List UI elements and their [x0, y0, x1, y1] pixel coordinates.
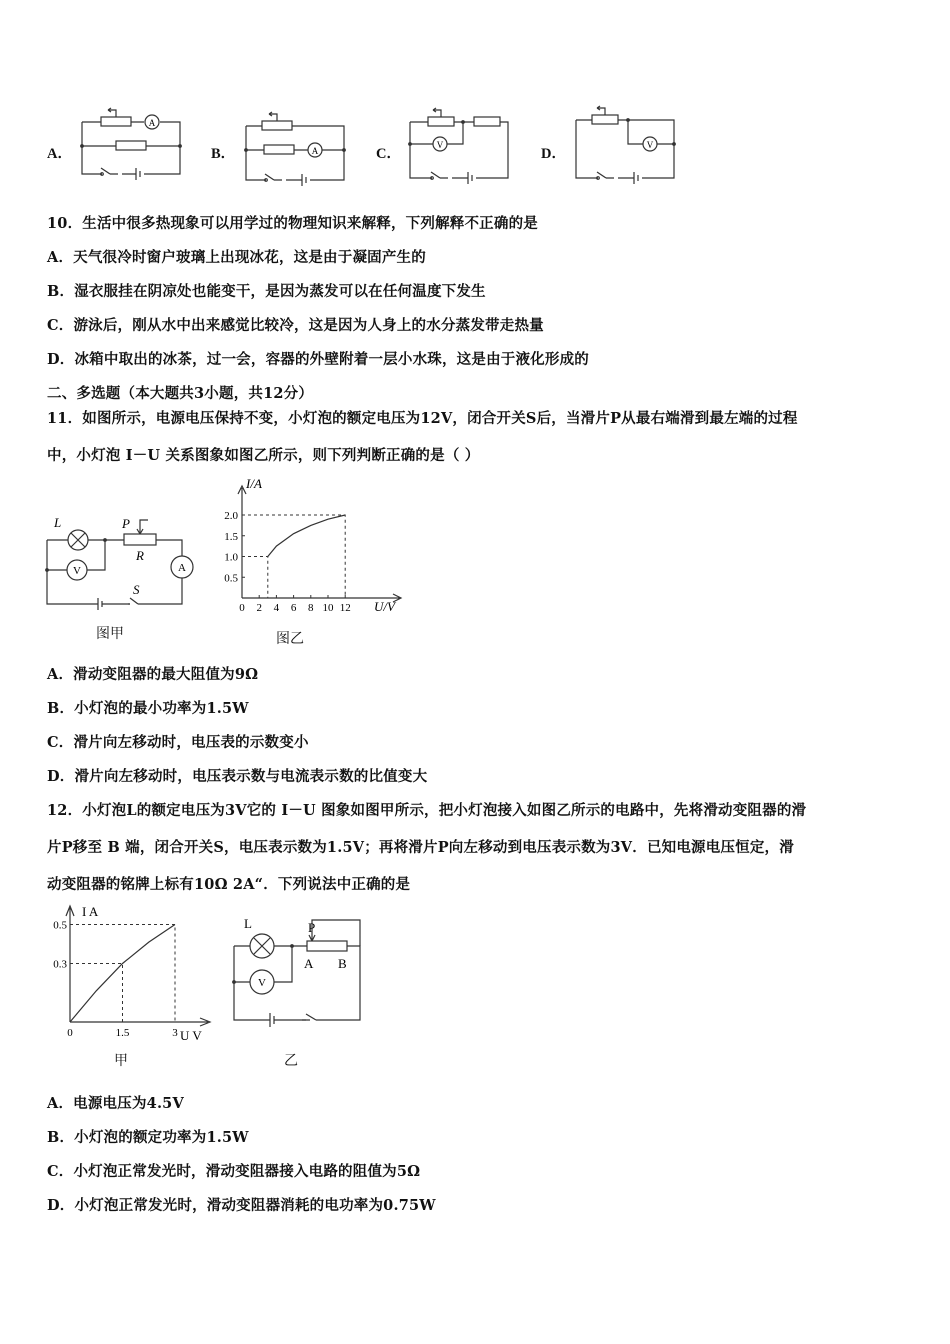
- q11-option-b[interactable]: B．小灯泡的最小功率为1.5W: [47, 700, 249, 717]
- switch-label: S: [133, 582, 140, 597]
- q12-option-c[interactable]: C．小灯泡正常发光时，滑动变阻器接入电路的阻值为5Ω: [47, 1163, 421, 1180]
- voltmeter-label: V: [73, 565, 81, 577]
- x-tick-label: 8: [308, 602, 314, 614]
- ammeter-label: A: [148, 118, 156, 128]
- y-axis-label: I A: [82, 904, 99, 919]
- q9-option-a-label: A．: [47, 146, 72, 162]
- x-tick-label: 6: [290, 602, 297, 614]
- q11-stem-line1: 11．如图所示，电源电压保持不变，小灯泡的额定电压为12V，闭合开关S后，当滑片P从最右端滑到最左端的过程: [47, 410, 798, 427]
- q11-option-d[interactable]: D．滑片向左移动时，电压表示数与电流表示数的比值变大: [47, 768, 428, 785]
- slider-label: P: [308, 920, 316, 935]
- voltmeter-label: V: [258, 977, 266, 989]
- section-heading: 二、多选题（本大题共3小题，共12分）: [47, 385, 314, 402]
- dashed-guide: [242, 557, 268, 599]
- y-tick-label: 1.0: [224, 551, 238, 564]
- q12-circuit-yi: [222, 908, 367, 1028]
- q11-iu-chart: [200, 476, 410, 622]
- q9-circuit-c: [406, 102, 516, 186]
- x-tick-label: 4: [273, 602, 280, 614]
- q11-option-c[interactable]: C．滑片向左移动时，电压表的示数变小: [47, 734, 309, 751]
- y-tick-label: 0.5: [53, 919, 67, 932]
- x-tick-label: 10: [322, 602, 334, 614]
- q12-option-a[interactable]: A．电源电压为4.5V: [47, 1095, 184, 1112]
- lamp-label: L: [54, 515, 62, 530]
- x-axis-label: U V: [180, 1028, 202, 1043]
- x-tick-label: 12: [339, 602, 351, 614]
- q11-caption-yi: 图乙: [276, 631, 304, 647]
- q9-option-d-label: D．: [541, 146, 566, 162]
- voltmeter-label: V: [646, 140, 654, 150]
- x-tick-label: 3: [172, 1027, 178, 1039]
- q10-option-d[interactable]: D．冰箱中取出的冰茶，过一会，容器的外壁附着一层小水珠，这是由于液化形成的: [47, 351, 589, 368]
- q11-circuit-jia: [40, 510, 205, 612]
- resistor-label: R: [136, 548, 144, 563]
- y-tick-label: 2.0: [224, 510, 238, 522]
- y-tick-label: 0.5: [224, 572, 238, 585]
- q10-stem: 10．生活中很多热现象可以用学过的物理知识来解释，下列解释不正确的是: [47, 215, 538, 232]
- y-tick-label: 1.5: [224, 530, 238, 543]
- x-tick-label: 1.5: [115, 1027, 130, 1039]
- q11-option-a[interactable]: A．滑动变阻器的最大阻值为9Ω: [47, 666, 259, 683]
- q9-circuit-b: [242, 102, 352, 190]
- q12-option-b[interactable]: B．小灯泡的额定功率为1.5W: [47, 1129, 249, 1146]
- voltmeter-label: V: [436, 140, 444, 150]
- q9-circuit-a: [78, 102, 188, 186]
- x-axis-label: U/V: [374, 599, 395, 614]
- y-axis-label: I/A: [246, 476, 262, 491]
- q10-option-c[interactable]: C．游泳后，刚从水中出来感觉比较冷，这是因为人身上的水分蒸发带走热量: [47, 317, 544, 334]
- x-tick-label: 0: [239, 602, 245, 614]
- y-tick-label: 0.3: [53, 958, 67, 971]
- q12-iu-chart: [40, 900, 220, 1050]
- q11-stem-line2: 中，小灯泡 I－U 关系图象如图乙所示，则下列判断正确的是（ ）: [47, 447, 480, 464]
- q12-stem-line3: 动变阻器的铭牌上标有10Ω 2A“．下列说法中正确的是: [47, 876, 411, 893]
- q11-caption-jia: 图甲: [96, 626, 124, 642]
- q10-option-b[interactable]: B．湿衣服挂在阴凉处也能变干，是因为蒸发可以在任何温度下发生: [47, 283, 486, 300]
- q9-circuit-d: [572, 102, 682, 186]
- dashed-guide: [242, 515, 345, 598]
- iu-curve-series: [268, 515, 345, 557]
- q12-caption-jia: 甲: [114, 1053, 128, 1069]
- q12-stem-line1: 12．小灯泡L的额定电压为3V它的 I－U 图象如图甲所示，把小灯泡接入如图乙所示的电路中，先将滑动变阻器的滑: [47, 802, 807, 819]
- q10-option-a[interactable]: A．天气很冷时窗户玻璃上出现冰花，这是由于凝固产生的: [47, 249, 426, 266]
- q9-option-c-label: C．: [376, 146, 401, 162]
- slider-label: P: [122, 516, 130, 531]
- end-a-label: A: [304, 956, 314, 971]
- q12-stem-line2: 片P移至 B 端，闭合开关S，电压表示数为1.5V；再将滑片P向左移动到电压表示数为3V．已知电源电压恒定，滑: [47, 839, 794, 856]
- x-tick-label: 2: [256, 602, 262, 614]
- ammeter-label: A: [178, 562, 186, 574]
- q9-option-b-label: B．: [211, 146, 236, 162]
- lamp-label: L: [244, 916, 252, 931]
- end-b-label: B: [338, 956, 347, 971]
- q12-option-d[interactable]: D．小灯泡正常发光时，滑动变阻器消耗的电功率为0.75W: [47, 1197, 436, 1214]
- x-tick-label: 0: [67, 1027, 73, 1039]
- ammeter-label: A: [311, 146, 319, 156]
- q12-caption-yi: 乙: [284, 1053, 298, 1069]
